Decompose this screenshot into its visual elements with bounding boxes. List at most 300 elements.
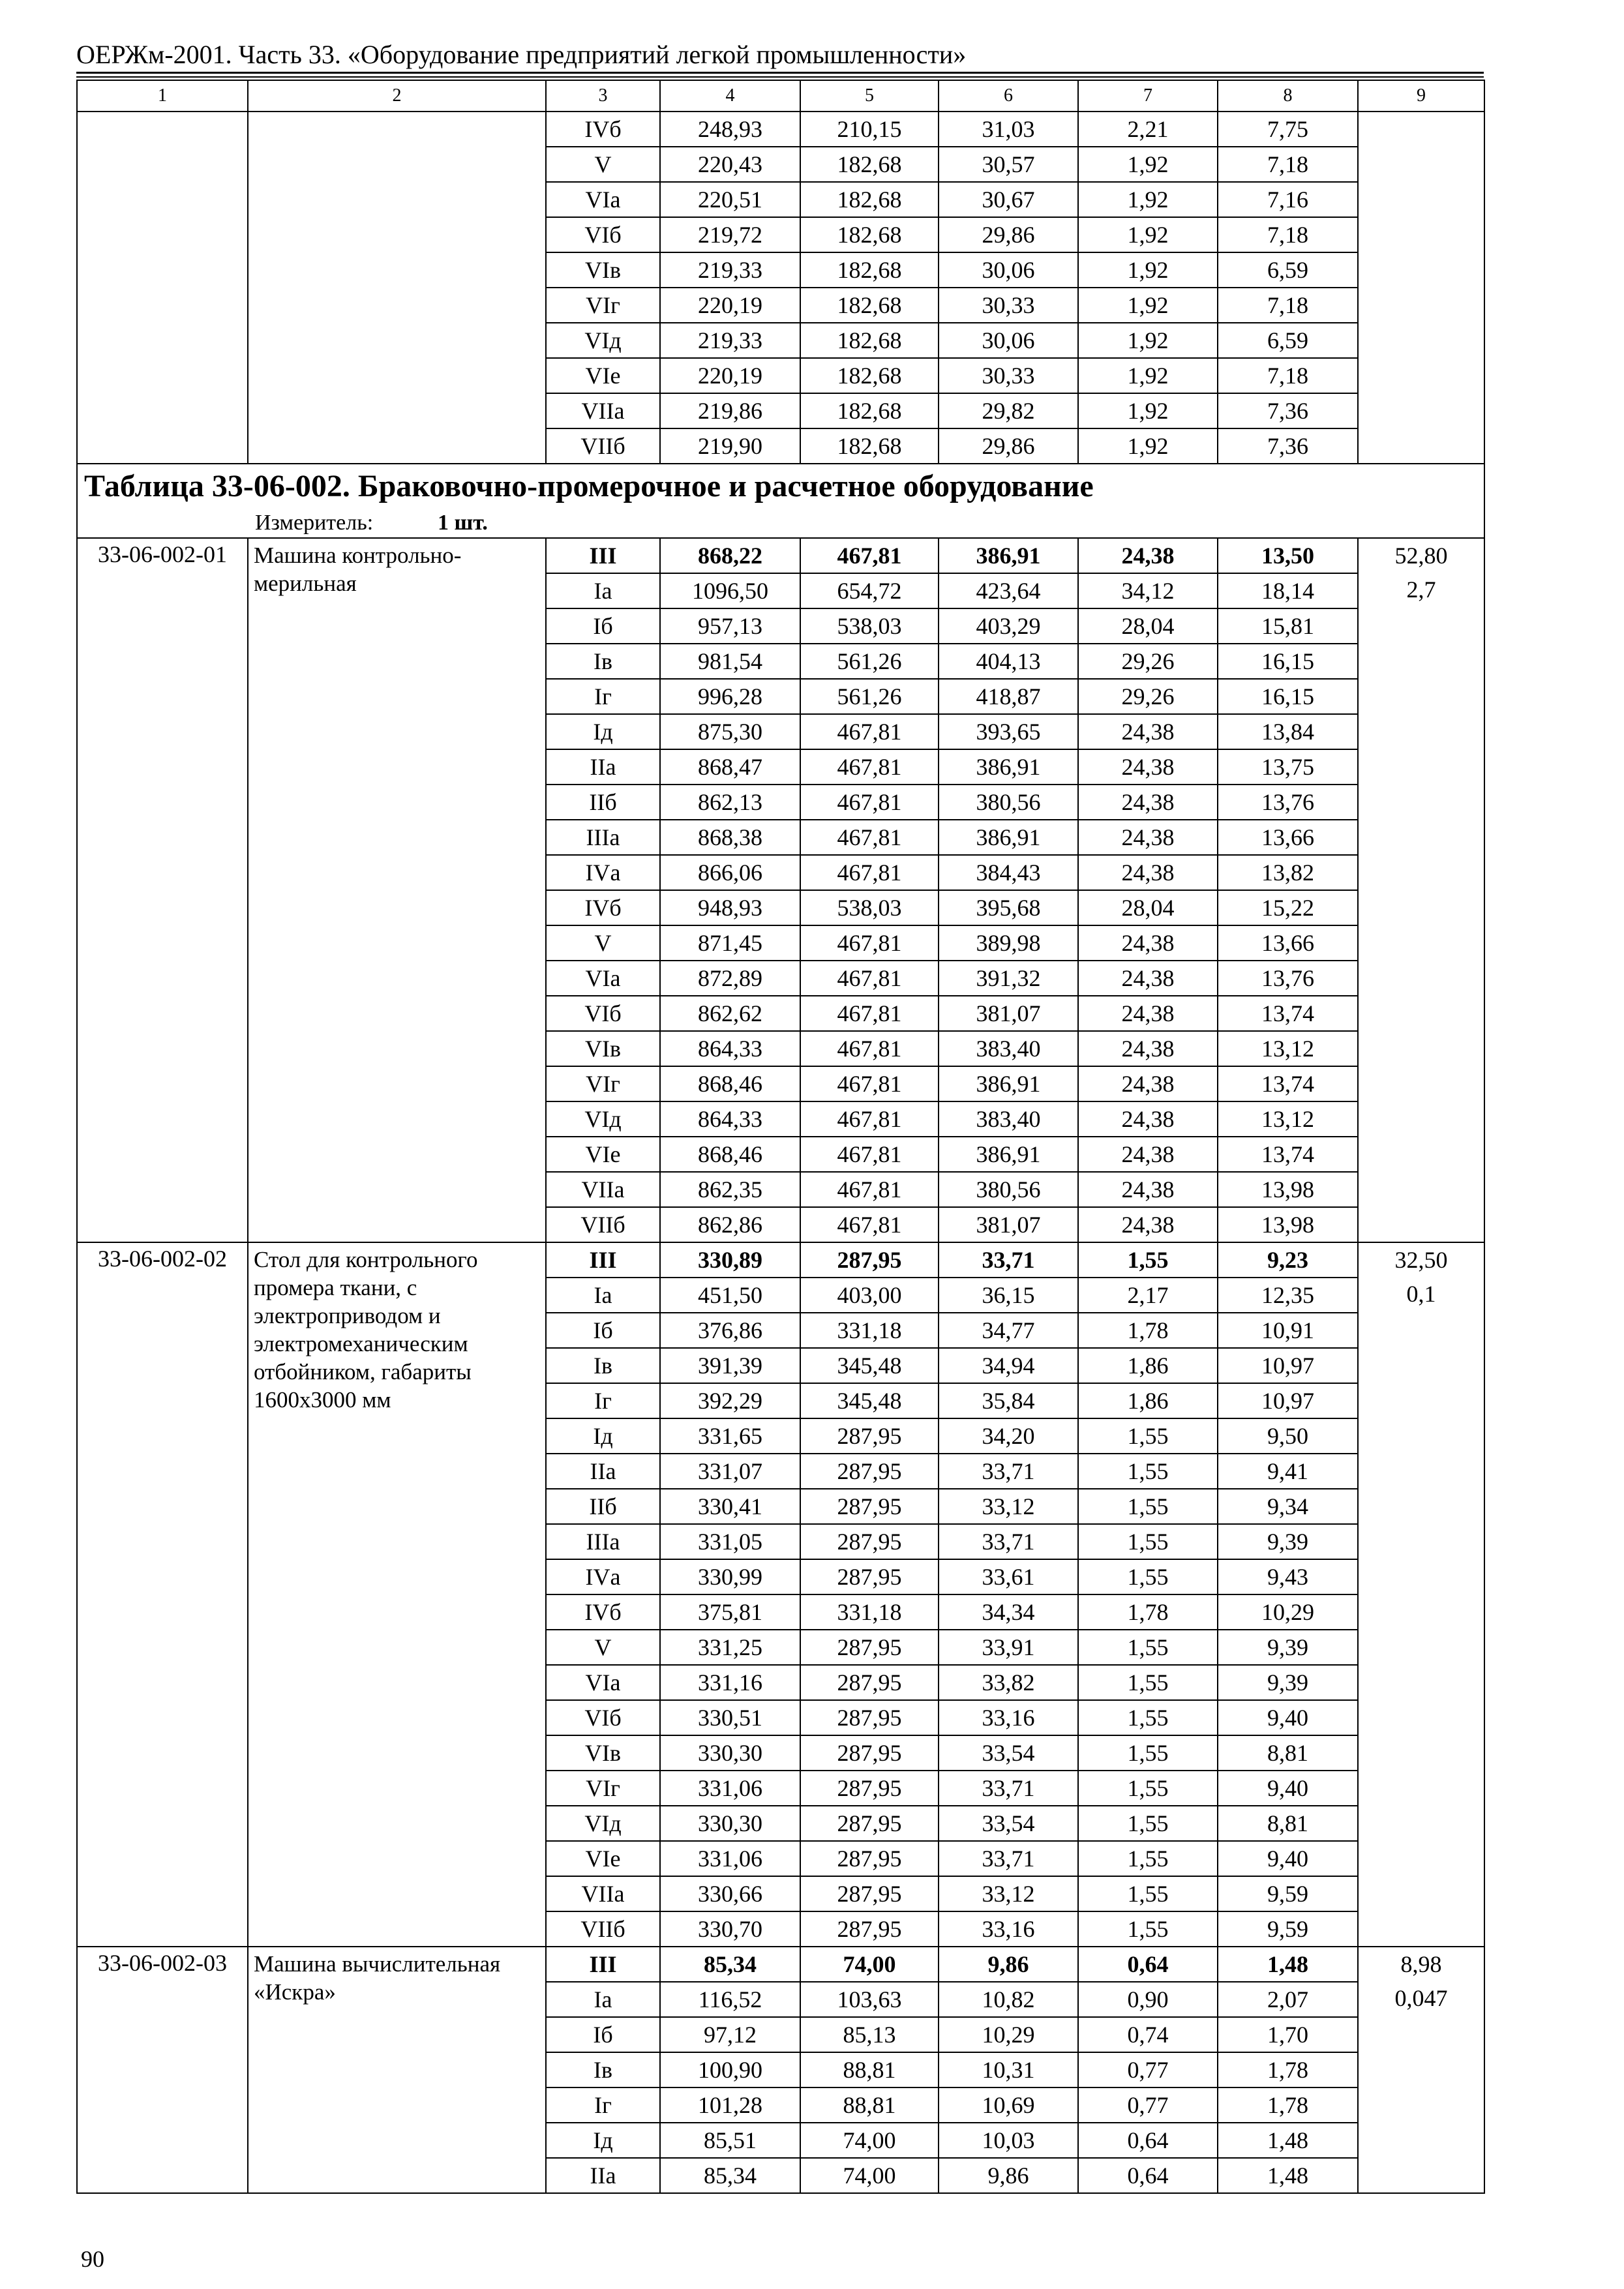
total-cost-cell: 330,70	[660, 1911, 800, 1947]
total-cost-cell: 331,06	[660, 1841, 800, 1876]
total-cost-cell: 331,05	[660, 1524, 800, 1559]
total-cost-cell: 868,38	[660, 820, 800, 855]
wages-cell: 88,81	[800, 2087, 939, 2123]
region-cell: VIв	[546, 1031, 660, 1066]
machinist-wages-cell: 1,92	[1078, 147, 1218, 182]
header-rule	[76, 72, 1484, 74]
machinist-wages-cell: 0,77	[1078, 2052, 1218, 2087]
region-cell: VIIб	[546, 428, 660, 464]
wages-cell: 345,48	[800, 1383, 939, 1418]
machines-cell: 10,31	[939, 2052, 1078, 2087]
materials-cell: 1,48	[1218, 1947, 1358, 1982]
total-cost-cell: 331,16	[660, 1665, 800, 1700]
machines-cell: 384,43	[939, 855, 1078, 890]
materials-cell: 9,59	[1218, 1911, 1358, 1947]
machinist-wages-cell: 1,78	[1078, 1594, 1218, 1630]
total-cost-cell: 872,89	[660, 961, 800, 996]
machinist-wages-cell: 1,92	[1078, 252, 1218, 288]
region-cell: Iг	[546, 679, 660, 714]
machinist-wages-cell: 1,92	[1078, 393, 1218, 428]
wages-cell: 74,00	[800, 2123, 939, 2158]
total-cost-cell: 219,33	[660, 252, 800, 288]
region-cell: VIд	[546, 1101, 660, 1137]
machines-cell: 33,16	[939, 1700, 1078, 1735]
total-cost-cell: 981,54	[660, 644, 800, 679]
machinist-wages-cell: 1,55	[1078, 1700, 1218, 1735]
materials-cell: 7,18	[1218, 147, 1358, 182]
total-cost-cell: 871,45	[660, 925, 800, 961]
machines-cell: 10,82	[939, 1982, 1078, 2017]
machines-cell: 418,87	[939, 679, 1078, 714]
total-cost-cell: 868,47	[660, 749, 800, 785]
machines-cell: 30,33	[939, 288, 1078, 323]
materials-cell: 13,98	[1218, 1172, 1358, 1207]
materials-cell: 9,40	[1218, 1700, 1358, 1735]
total-cost-cell: 862,86	[660, 1207, 800, 1242]
materials-cell: 8,81	[1218, 1735, 1358, 1771]
equipment-cost: 32,50	[1394, 1247, 1448, 1273]
region-cell: Iг	[546, 1383, 660, 1418]
total-cost-cell: 375,81	[660, 1594, 800, 1630]
materials-cell: 7,36	[1218, 428, 1358, 464]
machinist-wages-cell: 29,26	[1078, 679, 1218, 714]
total-cost-cell: 330,89	[660, 1242, 800, 1278]
region-cell: Iб	[546, 608, 660, 644]
wages-cell: 538,03	[800, 890, 939, 925]
total-cost-cell: 868,46	[660, 1066, 800, 1101]
region-cell: VIд	[546, 323, 660, 358]
machines-cell: 380,56	[939, 785, 1078, 820]
wages-cell: 287,95	[800, 1524, 939, 1559]
machines-cell: 10,03	[939, 2123, 1078, 2158]
materials-cell: 9,40	[1218, 1841, 1358, 1876]
item-name: Машина контрольно-мерильная	[248, 538, 546, 1242]
total-cost-cell: 331,07	[660, 1454, 800, 1489]
machines-cell: 34,34	[939, 1594, 1078, 1630]
wages-cell: 287,95	[800, 1771, 939, 1806]
wages-cell: 467,81	[800, 855, 939, 890]
wages-cell: 182,68	[800, 393, 939, 428]
machines-cell: 29,82	[939, 393, 1078, 428]
machines-cell: 9,86	[939, 2158, 1078, 2193]
total-cost-cell: 996,28	[660, 679, 800, 714]
wages-cell: 287,95	[800, 1841, 939, 1876]
region-cell: VIв	[546, 252, 660, 288]
total-cost-cell: 101,28	[660, 2087, 800, 2123]
machines-cell: 389,98	[939, 925, 1078, 961]
region-cell: VIб	[546, 1700, 660, 1735]
total-cost-cell: 330,41	[660, 1489, 800, 1524]
wages-cell: 287,95	[800, 1665, 939, 1700]
machinist-wages-cell: 0,64	[1078, 2158, 1218, 2193]
machines-cell: 31,03	[939, 112, 1078, 147]
materials-cell: 13,66	[1218, 820, 1358, 855]
machinist-wages-cell: 24,38	[1078, 996, 1218, 1031]
machinist-wages-cell: 1,86	[1078, 1383, 1218, 1418]
region-cell: Iв	[546, 2052, 660, 2087]
wages-cell: 287,95	[800, 1630, 939, 1665]
materials-cell: 18,14	[1218, 573, 1358, 608]
machinist-wages-cell: 1,55	[1078, 1841, 1218, 1876]
materials-cell: 9,23	[1218, 1242, 1358, 1278]
wages-cell: 287,95	[800, 1735, 939, 1771]
machinist-wages-cell: 2,21	[1078, 112, 1218, 147]
machinist-wages-cell: 1,92	[1078, 323, 1218, 358]
machines-cell: 10,69	[939, 2087, 1078, 2123]
wages-cell: 287,95	[800, 1559, 939, 1594]
materials-cell: 7,36	[1218, 393, 1358, 428]
total-cost-cell: 875,30	[660, 714, 800, 749]
materials-cell: 16,15	[1218, 679, 1358, 714]
total-cost-cell: 862,35	[660, 1172, 800, 1207]
region-cell: VIб	[546, 996, 660, 1031]
table-row	[77, 112, 1484, 147]
wages-cell: 467,81	[800, 961, 939, 996]
wages-cell: 287,95	[800, 1489, 939, 1524]
region-cell: V	[546, 1630, 660, 1665]
equipment-mass: 0,1	[1406, 1281, 1436, 1307]
region-cell: VIа	[546, 1665, 660, 1700]
wages-cell: 182,68	[800, 358, 939, 393]
item-name: Стол для контрольного промера ткани, с электроприводом и электромеханическим отбойником, габариты 1600х3000 мм	[248, 1242, 546, 1947]
total-cost-cell: 957,13	[660, 608, 800, 644]
region-cell: VIг	[546, 288, 660, 323]
machines-cell: 9,86	[939, 1947, 1078, 1982]
materials-cell: 2,07	[1218, 1982, 1358, 2017]
header-rule-thin	[76, 76, 1484, 78]
materials-cell: 13,50	[1218, 538, 1358, 573]
machines-cell: 33,54	[939, 1806, 1078, 1841]
wages-cell: 182,68	[800, 147, 939, 182]
total-cost-cell: 331,06	[660, 1771, 800, 1806]
region-cell: VIIб	[546, 1911, 660, 1947]
total-cost-cell: 862,62	[660, 996, 800, 1031]
wages-cell: 467,81	[800, 1101, 939, 1137]
machinist-wages-cell: 24,38	[1078, 1207, 1218, 1242]
wages-cell: 467,81	[800, 996, 939, 1031]
materials-cell: 1,48	[1218, 2123, 1358, 2158]
total-cost-cell: 868,22	[660, 538, 800, 573]
region-cell: III	[546, 1242, 660, 1278]
region-cell: VIб	[546, 217, 660, 252]
column-number-row	[77, 80, 1484, 112]
table-row	[77, 1947, 1484, 1982]
machinist-wages-cell: 1,55	[1078, 1876, 1218, 1911]
total-cost-cell: 391,39	[660, 1348, 800, 1383]
machines-cell: 33,71	[939, 1242, 1078, 1278]
wages-cell: 287,95	[800, 1700, 939, 1735]
total-cost-cell: 116,52	[660, 1982, 800, 2017]
machines-cell: 30,06	[939, 323, 1078, 358]
machinist-wages-cell: 24,38	[1078, 749, 1218, 785]
region-cell: VIе	[546, 1841, 660, 1876]
machines-cell: 33,82	[939, 1665, 1078, 1700]
equipment-cost: 8,98	[1400, 1951, 1442, 1977]
region-cell: IVб	[546, 890, 660, 925]
total-cost-cell: 97,12	[660, 2017, 800, 2052]
code-cell-empty	[77, 112, 248, 464]
column-number: 4	[660, 80, 800, 112]
machinist-wages-cell: 34,12	[1078, 573, 1218, 608]
item-code: 33-06-002-02	[77, 1242, 248, 1947]
machines-cell: 33,71	[939, 1524, 1078, 1559]
machines-cell: 386,91	[939, 1137, 1078, 1172]
machinist-wages-cell: 28,04	[1078, 608, 1218, 644]
materials-cell: 1,78	[1218, 2087, 1358, 2123]
item-code: 33-06-002-03	[77, 1947, 248, 2193]
wages-cell: 182,68	[800, 217, 939, 252]
wages-cell: 467,81	[800, 820, 939, 855]
measure-label: Измеритель:	[255, 511, 374, 535]
total-cost-cell: 100,90	[660, 2052, 800, 2087]
materials-cell: 13,74	[1218, 1137, 1358, 1172]
wages-cell: 561,26	[800, 679, 939, 714]
region-cell: IIа	[546, 2158, 660, 2193]
total-cost-cell: 864,33	[660, 1101, 800, 1137]
col9-cell	[1358, 1947, 1484, 2193]
machines-cell: 10,29	[939, 2017, 1078, 2052]
machines-cell: 423,64	[939, 573, 1078, 608]
wages-cell: 467,81	[800, 785, 939, 820]
machinist-wages-cell: 24,38	[1078, 925, 1218, 961]
document-header: ОЕРЖм-2001. Часть 33. «Оборудование предприятий легкой промышленности»	[76, 40, 967, 69]
total-cost-cell: 330,66	[660, 1876, 800, 1911]
materials-cell: 13,76	[1218, 785, 1358, 820]
machines-cell: 33,16	[939, 1911, 1078, 1947]
machines-cell: 395,68	[939, 890, 1078, 925]
region-cell: V	[546, 925, 660, 961]
table-title: Таблица 33-06-002. Браковочно-промерочное и расчетное оборудование	[77, 464, 1484, 509]
materials-cell: 13,74	[1218, 1066, 1358, 1101]
region-cell: IVа	[546, 1559, 660, 1594]
region-cell: Iа	[546, 573, 660, 608]
materials-cell: 10,97	[1218, 1383, 1358, 1418]
machinist-wages-cell: 1,55	[1078, 1418, 1218, 1454]
materials-cell: 10,91	[1218, 1313, 1358, 1348]
machinist-wages-cell: 1,55	[1078, 1735, 1218, 1771]
machines-cell: 380,56	[939, 1172, 1078, 1207]
region-cell: IVб	[546, 1594, 660, 1630]
column-number: 3	[546, 80, 660, 112]
total-cost-cell: 219,86	[660, 393, 800, 428]
machines-cell: 403,29	[939, 608, 1078, 644]
total-cost-cell: 862,13	[660, 785, 800, 820]
machinist-wages-cell: 0,77	[1078, 2087, 1218, 2123]
machinist-wages-cell: 1,55	[1078, 1454, 1218, 1489]
region-cell: Iа	[546, 1278, 660, 1313]
materials-cell: 15,22	[1218, 890, 1358, 925]
machines-cell: 34,20	[939, 1418, 1078, 1454]
materials-cell: 7,18	[1218, 288, 1358, 323]
total-cost-cell: 392,29	[660, 1383, 800, 1418]
wages-cell: 331,18	[800, 1313, 939, 1348]
region-cell: VIд	[546, 1806, 660, 1841]
machinist-wages-cell: 1,55	[1078, 1524, 1218, 1559]
machines-cell: 33,71	[939, 1771, 1078, 1806]
region-cell: VIв	[546, 1735, 660, 1771]
name-cell-empty	[248, 112, 546, 464]
materials-cell: 8,81	[1218, 1806, 1358, 1841]
wages-cell: 287,95	[800, 1876, 939, 1911]
region-cell: Iа	[546, 1982, 660, 2017]
region-cell: Iд	[546, 714, 660, 749]
wages-cell: 467,81	[800, 1207, 939, 1242]
wages-cell: 467,81	[800, 1066, 939, 1101]
materials-cell: 13,84	[1218, 714, 1358, 749]
wages-cell: 103,63	[800, 1982, 939, 2017]
total-cost-cell: 864,33	[660, 1031, 800, 1066]
machines-cell: 29,86	[939, 217, 1078, 252]
wages-cell: 182,68	[800, 182, 939, 217]
wages-cell: 85,13	[800, 2017, 939, 2052]
machinist-wages-cell: 1,55	[1078, 1665, 1218, 1700]
table-row	[77, 538, 1484, 573]
machinist-wages-cell: 28,04	[1078, 890, 1218, 925]
materials-cell: 15,81	[1218, 608, 1358, 644]
column-number: 2	[248, 80, 546, 112]
machines-cell: 386,91	[939, 1066, 1078, 1101]
region-cell: VIг	[546, 1066, 660, 1101]
machinist-wages-cell: 24,38	[1078, 714, 1218, 749]
machines-cell: 386,91	[939, 749, 1078, 785]
equipment-cost: 52,80	[1394, 543, 1448, 569]
wages-cell: 182,68	[800, 288, 939, 323]
measure-value: 1 шт.	[438, 511, 488, 535]
machines-cell: 33,71	[939, 1841, 1078, 1876]
machinist-wages-cell: 1,55	[1078, 1489, 1218, 1524]
total-cost-cell: 220,19	[660, 358, 800, 393]
region-cell: V	[546, 147, 660, 182]
wages-cell: 74,00	[800, 2158, 939, 2193]
total-cost-cell: 248,93	[660, 112, 800, 147]
materials-cell: 12,35	[1218, 1278, 1358, 1313]
column-number: 5	[800, 80, 939, 112]
total-cost-cell: 85,34	[660, 2158, 800, 2193]
machinist-wages-cell: 24,38	[1078, 1031, 1218, 1066]
total-cost-cell: 219,33	[660, 323, 800, 358]
machinist-wages-cell: 0,64	[1078, 2123, 1218, 2158]
total-cost-cell: 330,30	[660, 1735, 800, 1771]
equipment-mass: 0,047	[1394, 1985, 1448, 2011]
machinist-wages-cell: 1,92	[1078, 182, 1218, 217]
machinist-wages-cell: 24,38	[1078, 1137, 1218, 1172]
total-cost-cell: 948,93	[660, 890, 800, 925]
machines-cell: 34,94	[939, 1348, 1078, 1383]
region-cell: Iв	[546, 644, 660, 679]
machinist-wages-cell: 1,55	[1078, 1806, 1218, 1841]
machines-cell: 391,32	[939, 961, 1078, 996]
machines-cell: 404,13	[939, 644, 1078, 679]
page-number: 90	[81, 2246, 104, 2272]
machines-cell: 33,12	[939, 1489, 1078, 1524]
wages-cell: 182,68	[800, 252, 939, 288]
machines-cell: 383,40	[939, 1031, 1078, 1066]
region-cell: VIг	[546, 1771, 660, 1806]
total-cost-cell: 85,51	[660, 2123, 800, 2158]
machinist-wages-cell: 24,38	[1078, 820, 1218, 855]
machines-cell: 34,77	[939, 1313, 1078, 1348]
region-cell: Iг	[546, 2087, 660, 2123]
wages-cell: 182,68	[800, 428, 939, 464]
total-cost-cell: 220,43	[660, 147, 800, 182]
materials-cell: 13,12	[1218, 1031, 1358, 1066]
col9-cell-empty	[1358, 112, 1484, 464]
materials-cell: 9,41	[1218, 1454, 1358, 1489]
materials-cell: 6,59	[1218, 252, 1358, 288]
machines-cell: 35,84	[939, 1383, 1078, 1418]
machinist-wages-cell: 1,55	[1078, 1242, 1218, 1278]
total-cost-cell: 451,50	[660, 1278, 800, 1313]
materials-cell: 9,39	[1218, 1665, 1358, 1700]
machines-cell: 386,91	[939, 538, 1078, 573]
machinist-wages-cell: 1,86	[1078, 1348, 1218, 1383]
total-cost-cell: 330,51	[660, 1700, 800, 1735]
rates-table-body	[77, 80, 1484, 2193]
wages-cell: 654,72	[800, 573, 939, 608]
wages-cell: 287,95	[800, 1911, 939, 1947]
col9-cell	[1358, 538, 1484, 1242]
wages-cell: 287,95	[800, 1418, 939, 1454]
region-cell: IIб	[546, 1489, 660, 1524]
total-cost-cell: 868,46	[660, 1137, 800, 1172]
materials-cell: 13,82	[1218, 855, 1358, 890]
region-cell: IIа	[546, 749, 660, 785]
materials-cell: 9,40	[1218, 1771, 1358, 1806]
total-cost-cell: 330,30	[660, 1806, 800, 1841]
table-row	[77, 1242, 1484, 1278]
total-cost-cell: 331,65	[660, 1418, 800, 1454]
machinist-wages-cell: 1,92	[1078, 288, 1218, 323]
column-number: 1	[77, 80, 248, 112]
materials-cell: 16,15	[1218, 644, 1358, 679]
total-cost-cell: 1096,50	[660, 573, 800, 608]
measure-row	[77, 509, 1484, 538]
materials-cell: 13,74	[1218, 996, 1358, 1031]
materials-cell: 7,16	[1218, 182, 1358, 217]
wages-cell: 538,03	[800, 608, 939, 644]
wages-cell: 210,15	[800, 112, 939, 147]
wages-cell: 467,81	[800, 1031, 939, 1066]
total-cost-cell: 85,34	[660, 1947, 800, 1982]
wages-cell: 467,81	[800, 714, 939, 749]
machines-cell: 30,06	[939, 252, 1078, 288]
machines-cell: 30,67	[939, 182, 1078, 217]
machinist-wages-cell: 1,92	[1078, 428, 1218, 464]
machinist-wages-cell: 0,74	[1078, 2017, 1218, 2052]
total-cost-cell: 219,90	[660, 428, 800, 464]
machinist-wages-cell: 24,38	[1078, 538, 1218, 573]
region-cell: VIа	[546, 182, 660, 217]
wages-cell: 345,48	[800, 1348, 939, 1383]
machinist-wages-cell: 2,17	[1078, 1278, 1218, 1313]
region-cell: VIIа	[546, 1876, 660, 1911]
materials-cell: 9,39	[1218, 1630, 1358, 1665]
measure-cell	[77, 509, 1484, 538]
region-cell: IIа	[546, 1454, 660, 1489]
machinist-wages-cell: 24,38	[1078, 961, 1218, 996]
machines-cell: 36,15	[939, 1278, 1078, 1313]
machinist-wages-cell: 1,92	[1078, 217, 1218, 252]
wages-cell: 467,81	[800, 925, 939, 961]
region-cell: IVб	[546, 112, 660, 147]
machinist-wages-cell: 24,38	[1078, 1066, 1218, 1101]
machinist-wages-cell: 29,26	[1078, 644, 1218, 679]
region-cell: VIа	[546, 961, 660, 996]
wages-cell: 467,81	[800, 1172, 939, 1207]
region-cell: Iб	[546, 2017, 660, 2052]
materials-cell: 13,75	[1218, 749, 1358, 785]
machinist-wages-cell: 0,90	[1078, 1982, 1218, 2017]
